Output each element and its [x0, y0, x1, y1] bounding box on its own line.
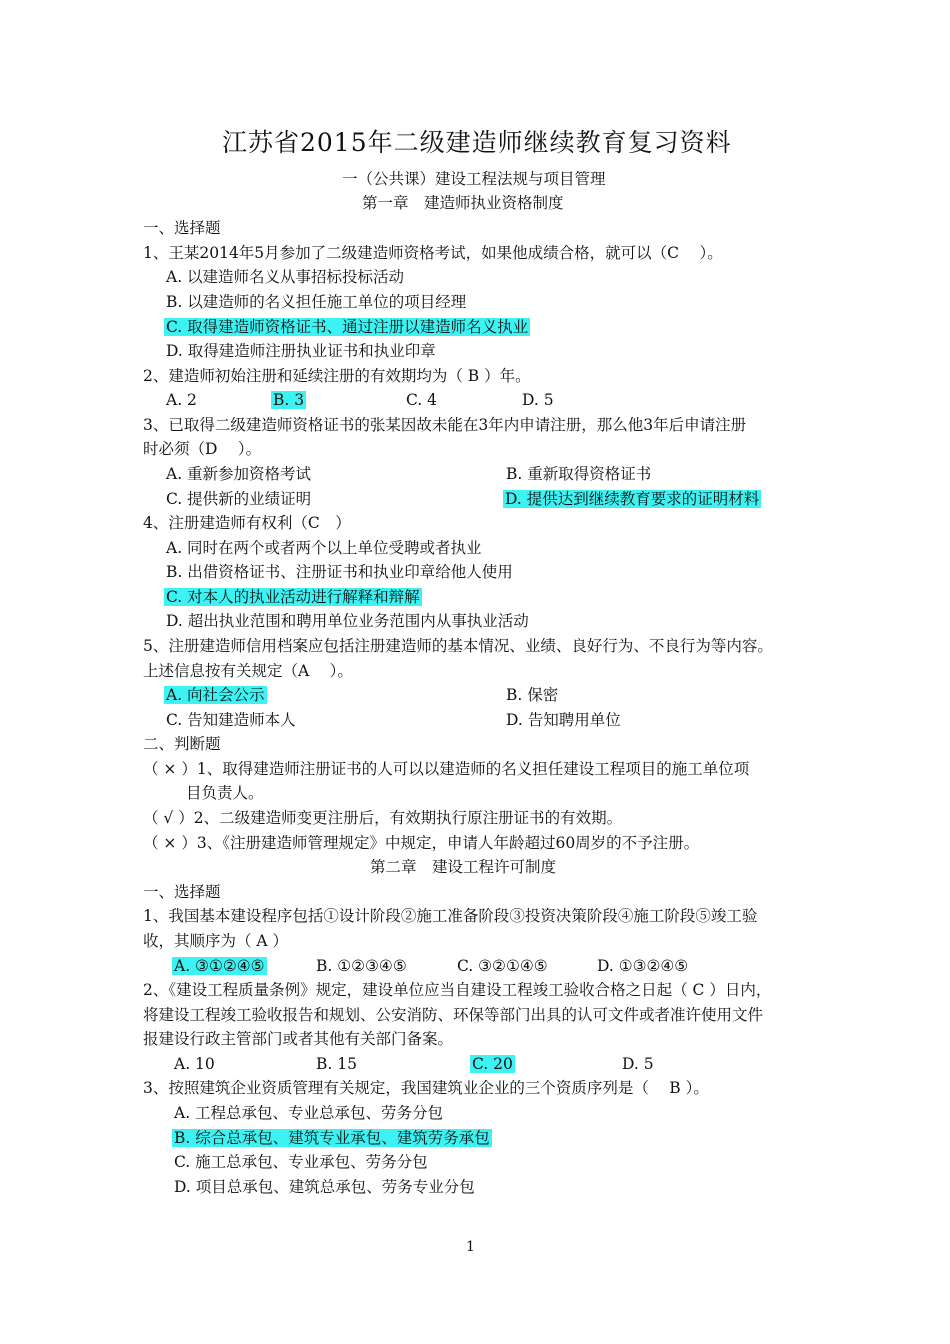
answer-highlight: B. 综合总承包、建筑专业承包、建筑劳务承包 [174, 1129, 490, 1147]
answer-highlight: A. 向社会公示 [166, 686, 265, 704]
option-answer [164, 316, 530, 338]
option: A. 工程总承包、专业总承包、劳务分包 [174, 1104, 444, 1122]
chapter-1-heading: 第一章 建造师执业资格制度 [362, 194, 564, 212]
option-answer [172, 955, 267, 977]
option: B. 15 [316, 1055, 357, 1073]
option: D. 取得建造师注册执业证书和执业印章 [166, 342, 436, 360]
answer-highlight: C. 对本人的执业活动进行解释和辩解 [166, 588, 420, 606]
option-answer [503, 488, 761, 510]
option: B. 保密 [506, 686, 559, 704]
question-stem: 5、注册建造师信用档案应包括注册建造师的基本情况、业绩、良好行为、不良行为等内容。 [143, 637, 773, 655]
option: A. 同时在两个或者两个以上单位受聘或者执业 [166, 539, 482, 557]
section-heading: 一、选择题 [143, 219, 221, 237]
section-heading: 二、判断题 [143, 735, 221, 753]
option: D. 告知聘用单位 [506, 711, 621, 729]
chapter-2-heading: 第二章 建设工程许可制度 [370, 858, 557, 876]
answer-highlight: A. ③①②④⑤ [174, 957, 265, 975]
question-stem: 3、已取得二级建造师资格证书的张某因故未能在3年内申请注册，那么他3年后申请注册 [143, 416, 747, 434]
option-answer [172, 1127, 492, 1149]
option: A. 重新参加资格考试 [166, 465, 312, 483]
question-stem: 2、《建设工程质量条例》规定，建设单位应当自建设工程竣工验收合格之日起（ C ）日内， [143, 981, 772, 999]
option: D. 5 [522, 391, 554, 409]
question-stem: 时必须（D ）。 [143, 440, 262, 458]
question-stem: 报建设行政主管部门或者其他有关部门备案。 [143, 1030, 454, 1048]
option-answer [164, 586, 422, 608]
option: C. ③②①④⑤ [457, 957, 548, 975]
option: D. 超出执业范围和聘用单位业务范围内从事执业活动 [166, 612, 529, 630]
answer-highlight: C. 取得建造师资格证书、通过注册以建造师名义执业 [166, 318, 529, 336]
option: C. 告知建造师本人 [166, 711, 296, 729]
question-stem: 收，其顺序为（ A ） [143, 932, 289, 950]
option-answer [164, 684, 267, 706]
option: C. 施工总承包、专业承包、劳务分包 [174, 1153, 428, 1171]
answer-highlight: B. 3 [273, 391, 305, 409]
option: D. 5 [622, 1055, 654, 1073]
option-answer [470, 1053, 515, 1075]
section-heading: 一、选择题 [143, 883, 221, 901]
document-title: 江苏省2015年二级建造师继续教育复习资料 [222, 128, 732, 157]
question-stem: 4、注册建造师有权利（C ） [143, 514, 351, 532]
option: D. ①③②④⑤ [597, 957, 689, 975]
course-subtitle: 一（公共课）建设工程法规与项目管理 [342, 170, 606, 188]
option: C. 提供新的业绩证明 [166, 490, 312, 508]
true-false-item: （ × ）1、取得建造师注册证书的人可以以建造师的名义担任建设工程项目的施工单位项 [143, 760, 750, 778]
true-false-item: （ √ ）2、二级建造师变更注册后，有效期执行原注册证书的有效期。 [143, 809, 623, 827]
option-answer [271, 389, 306, 411]
option: A. 10 [174, 1055, 215, 1073]
answer-highlight: C. 20 [472, 1055, 513, 1073]
option: B. 重新取得资格证书 [506, 465, 652, 483]
question-stem: 1、王某2014年5月参加了二级建造师资格考试，如果他成绩合格，就可以（C ）。 [143, 244, 723, 262]
option: B. 出借资格证书、注册证书和执业印章给他人使用 [166, 563, 513, 581]
question-stem: 上述信息按有关规定（A ）。 [143, 662, 353, 680]
option: D. 项目总承包、建筑总承包、劳务专业分包 [174, 1178, 475, 1196]
option: C. 4 [406, 391, 438, 409]
question-stem: 3、按照建筑企业资质管理有关规定，我国建筑业企业的三个资质序列是（ B ）。 [143, 1079, 709, 1097]
question-stem: 将建设工程竣工验收报告和规划、公安消防、环保等部门出具的认可文件或者准许使用文件 [143, 1006, 764, 1024]
option: A. 以建造师名义从事招标投标活动 [166, 268, 405, 286]
question-stem: 1、我国基本建设程序包括①设计阶段②施工准备阶段③投资决策阶段④施工阶段⑤竣工验 [143, 907, 758, 925]
answer-highlight: D. 提供达到继续教育要求的证明材料 [505, 490, 760, 508]
page-number: 1 [466, 1239, 475, 1255]
option: B. 以建造师的名义担任施工单位的项目经理 [166, 293, 467, 311]
option: B. ①②③④⑤ [316, 957, 407, 975]
true-false-item: 目负责人。 [186, 784, 264, 802]
true-false-item: （ × ）3、《注册建造师管理规定》中规定，申请人年龄超过60周岁的不予注册。 [143, 834, 700, 852]
question-stem: 2、建造师初始注册和延续注册的有效期均为（ B ）年。 [143, 367, 531, 385]
option: A. 2 [166, 391, 197, 409]
